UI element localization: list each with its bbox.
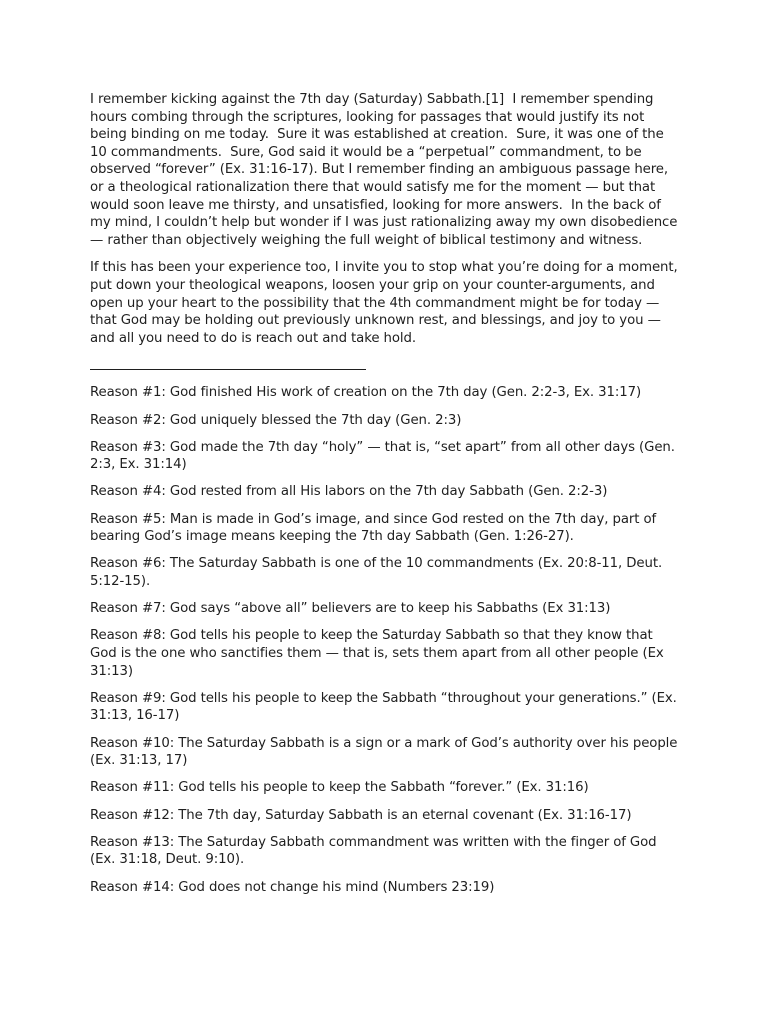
reason-item: Reason #1: God finished His work of creation on the 7th day (Gen. 2:2-3, Ex. 31:17) [90, 385, 642, 401]
reason-item: Reason #5: Man is made in God’s image, and since God rested on the 7th day, part of bearing God’s image means keeping the 7th day Sabbath (Gen. 1:26-27). [90, 511, 657, 545]
reason-item: Reason #2: God uniquely blessed the 7th day (Gen. 2:3) [90, 412, 462, 428]
footnote-divider [90, 369, 366, 370]
reason-item: Reason #9: God tells his people to keep the Sabbath “throughout your generations.” (Ex. 31:13, 16-17) [90, 690, 677, 724]
reason-item: Reason #14: God does not change his mind (Numbers 23:19) [90, 879, 495, 895]
reason-item: Reason #10: The Saturday Sabbath is a sign or a mark of God’s authority over his people (Ex. 31:13, 17) [90, 735, 678, 769]
reason-item: Reason #6: The Saturday Sabbath is one of the 10 commandments (Ex. 20:8-11, Deut. 5:12-15). [90, 556, 663, 590]
reason-item: Reason #3: God made the 7th day “holy” — that is, “set apart” from all other days (Gen. 2:3, Ex. 31:14) [90, 439, 675, 473]
reason-item: Reason #8: God tells his people to keep the Saturday Sabbath so that they know that God is the one who sanctifies them — that is, sets them apart from all other people (Ex 31:13) [90, 628, 664, 679]
invitation-paragraph: If this has been your experience too, I invite you to stop what you’re doing for a moment, put down your theological weapons, loosen your grip on your counter-arguments, and open up your heart to the possibility that the 4th commandment might be for today — that God may be holding out previously unknown rest, and blessings, and joy to you — and all you need to do is reach out and take hold. [90, 260, 682, 346]
reason-item: Reason #4: God rested from all His labors on the 7th day Sabbath (Gen. 2:2-3) [90, 484, 608, 500]
reason-item: Reason #11: God tells his people to keep the Sabbath “forever.” (Ex. 31:16) [90, 780, 589, 796]
reason-item: Reason #7: God says “above all” believers are to keep his Sabbaths (Ex 31:13) [90, 601, 611, 617]
reason-item: Reason #13: The Saturday Sabbath commandment was written with the finger of God (Ex. 31:18, Deut. 9:10). [90, 834, 657, 868]
reason-item: Reason #12: The 7th day, Saturday Sabbath is an eternal covenant (Ex. 31:16-17) [90, 807, 632, 823]
reasons-list [90, 384, 680, 896]
document-page [90, 91, 680, 906]
intro-paragraph: I remember kicking against the 7th day (Saturday) Sabbath.[1] I remember spending hours combing through the scriptures, looking for passages that would justify its not being binding on me today. Sure it was established at creation. Sure, it was one of the 10 commandments. Sure, God said it would be a “perpetual” commandment, to be observed “forever” (Ex. 31:16-17). But I remember finding an ambiguous passage here, or a theological rationalization there that would satisfy me for the moment — but that would soon leave me thirsty, and unsatisfied, looking for more answers. In the back of my mind, I couldn’t help but wonder if I was just rationalizing away my own disobedience — rather than objectively weighing the full weight of biblical testimony and witness. [90, 92, 682, 248]
